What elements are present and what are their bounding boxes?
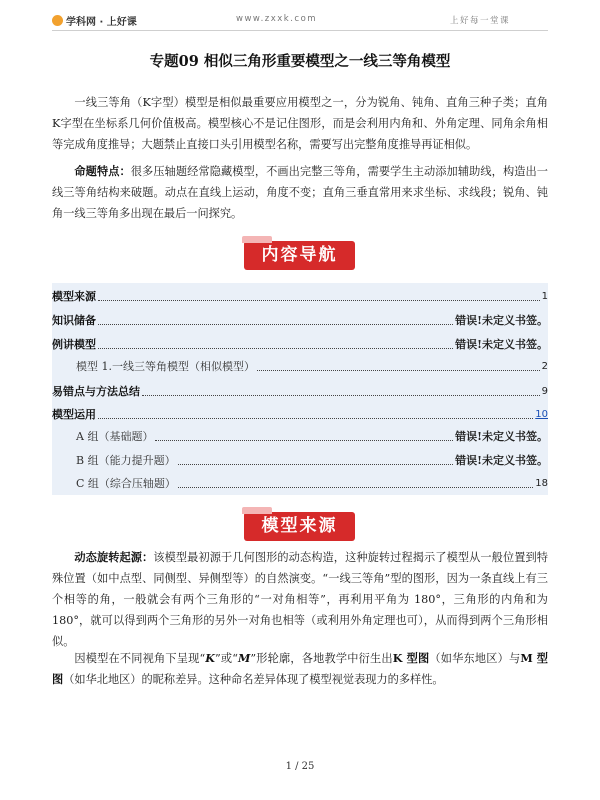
toc-entry-label: 模型来源 <box>52 290 96 303</box>
header-url[interactable]: www.zxxk.com <box>236 14 318 24</box>
content-nav-banner <box>244 241 355 270</box>
header-divider <box>52 30 548 31</box>
toc-entry-page: 错误!未定义书签。 <box>455 454 548 467</box>
exam-feature-text: 很多压轴题经常隐藏模型，不画出完整三等角，需要学生主动添加辅助线，构造出一线三等角结构来破题。动点在直线上运动，角度不变；直角三垂直常用来求坐标、求线段；锐角、钝角一线三等角多出现在最后一问探究。 <box>52 165 548 220</box>
source-paragraph <box>52 547 548 652</box>
logo-icon <box>52 15 63 26</box>
naming-k: K <box>205 651 215 665</box>
toc-leader-dots <box>98 347 453 349</box>
toc-entry-page: 错误!未定义书签。 <box>455 314 548 327</box>
toc-leader-dots <box>178 463 454 465</box>
logo-text: 学科网 · 上好课 <box>66 17 137 28</box>
toc-entry-page: 1 <box>541 291 548 302</box>
naming-text-e: （如华北地区）的昵称差异。这种命名差异体现了模型视觉表现力的多样性。 <box>63 673 444 686</box>
toc-entry[interactable] <box>52 476 548 492</box>
header-slogan: 上好每一堂课 <box>449 16 510 26</box>
naming-text-c: ”形轮廓，各地教学中衍生出 <box>250 652 393 665</box>
page-title: 专题09 相似三角形重要模型之一线三等角模型 <box>149 53 451 70</box>
source-text: 该模型最初源于几何图形的动态构造，这种旋转过程揭示了模型从一般位置到特殊位置（如中点型、同侧型、异侧型等）的自然演变。“一线三等角”型的图形，因为一条直线上有三个相等的角，一般就会有两个三角形的“一对角相等”，再利用平角为 180°，三角形的内角和为 180°，就可以得到两个三角形的另外一对角也相等（或利用外角定理也可），从而得到两个三角形相似。 <box>52 551 548 648</box>
naming-m: M <box>237 651 251 665</box>
toc-entry-label: 知识储备 <box>52 314 96 327</box>
toc-entry-label: C 组（综合压轴题） <box>76 477 176 490</box>
toc-leader-dots <box>98 323 453 325</box>
toc-entry-page: 错误!未定义书签。 <box>455 338 548 351</box>
source-label: 动态旋转起源： <box>74 550 154 564</box>
naming-text-d: （如华东地区）与 <box>429 652 521 665</box>
toc-leader-dots <box>98 417 533 419</box>
naming-text-a: 因模型在不同视角下呈现“ <box>74 652 206 665</box>
toc-leader-dots <box>155 439 453 441</box>
naming-paragraph <box>52 648 548 690</box>
intro-text: 一线三等角（K字型）模型是相似最重要应用模型之一，分为锐角、钝角、直角三种子类；直角K字型在坐标系几何价值极高。模型核心不是记住图形，而是会利用内角和、外角定理、同角余角相等完成角度推导；大题禁止直接口头引用模型名称，需要写出完整角度推导再证相似。 <box>52 96 548 151</box>
exam-feature-paragraph <box>52 161 548 224</box>
toc-entry[interactable] <box>52 429 548 445</box>
toc-entry[interactable] <box>52 384 548 400</box>
naming-text-b: ”或“ <box>214 652 238 665</box>
model-source-label: 模型来源 <box>261 516 338 536</box>
naming-m-figure: M 型图 <box>52 651 548 686</box>
table-of-contents <box>52 283 548 495</box>
site-logo[interactable] <box>52 13 137 28</box>
toc-entry-label: 模型运用 <box>52 408 96 421</box>
toc-entry-page: 错误!未定义书签。 <box>455 430 548 443</box>
intro-paragraph <box>52 92 548 155</box>
banner-tab-decoration <box>242 236 272 243</box>
toc-entry-label: 模型 1.一线三等角模型（相似模型） <box>76 360 255 373</box>
toc-entry-label: 例讲模型 <box>52 338 96 351</box>
toc-entry-label: A 组（基础题） <box>76 430 154 443</box>
toc-leader-dots <box>257 369 540 371</box>
toc-entry-page[interactable]: 10 <box>535 409 548 420</box>
banner-tab-decoration <box>242 507 272 514</box>
exam-feature-label: 命题特点： <box>74 164 131 178</box>
toc-entry-label: B 组（能力提升题） <box>76 454 176 467</box>
content-nav-label: 内容导航 <box>261 245 338 265</box>
toc-entry-page: 2 <box>541 361 548 372</box>
page-header <box>52 13 548 27</box>
toc-entry[interactable] <box>52 313 548 329</box>
toc-leader-dots <box>98 299 540 301</box>
toc-entry[interactable] <box>52 289 548 305</box>
toc-entry[interactable] <box>52 453 548 469</box>
model-source-banner <box>244 512 355 541</box>
toc-entry-page: 9 <box>541 386 548 397</box>
page-number: 1 / 25 <box>285 761 315 772</box>
toc-entry[interactable] <box>52 359 548 375</box>
toc-leader-dots <box>178 486 533 488</box>
toc-entry-page: 18 <box>535 478 548 489</box>
toc-leader-dots <box>142 394 540 396</box>
toc-entry[interactable] <box>52 407 548 423</box>
naming-k-figure: K 型图 <box>392 651 430 665</box>
toc-entry-label: 易错点与方法总结 <box>52 385 140 398</box>
toc-entry[interactable] <box>52 337 548 353</box>
